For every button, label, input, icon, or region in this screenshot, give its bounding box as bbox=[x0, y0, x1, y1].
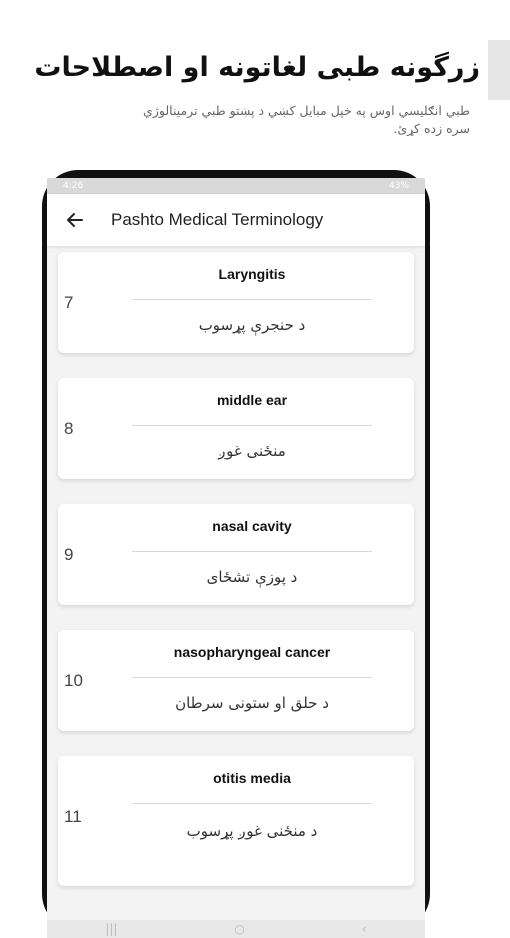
term-divider bbox=[132, 551, 372, 552]
arrow-left-icon bbox=[66, 211, 84, 229]
promo-headline: زرگونه طبی لغاتونه او اصطلاحات bbox=[34, 52, 480, 83]
term-pashto: د منځنی غوږ پړسوب bbox=[186, 822, 318, 840]
term-divider bbox=[132, 299, 372, 300]
phone-frame bbox=[42, 170, 430, 936]
term-pashto: منځنی غوږ bbox=[218, 442, 286, 460]
back-button[interactable] bbox=[53, 198, 97, 242]
term-pashto: د پوزې تشځای bbox=[206, 568, 298, 586]
term-divider bbox=[132, 677, 372, 678]
term-english: nasal cavity bbox=[212, 518, 292, 534]
term-number: 9 bbox=[64, 544, 74, 564]
status-bar bbox=[47, 178, 425, 194]
home-icon[interactable]: ○ bbox=[234, 922, 245, 936]
app-bar bbox=[47, 194, 425, 246]
term-list bbox=[47, 246, 425, 938]
term-english: otitis media bbox=[213, 770, 291, 786]
promo-subtitle: طبي انګليسي اوس په خپل مبایل کښي د پښتو طبي ترمینالوژي سره زده کړئ. bbox=[143, 103, 470, 136]
term-card[interactable] bbox=[58, 630, 414, 731]
term-number: 8 bbox=[64, 418, 74, 438]
term-english: nasopharyngeal cancer bbox=[173, 644, 331, 660]
accent-bar bbox=[488, 40, 510, 100]
system-nav-bar bbox=[47, 920, 425, 938]
term-number: 7 bbox=[64, 292, 74, 312]
term-card[interactable] bbox=[58, 378, 414, 479]
term-card[interactable] bbox=[58, 504, 414, 605]
recents-icon[interactable]: ||| bbox=[105, 922, 118, 936]
term-divider bbox=[132, 803, 372, 804]
app-title: Pashto Medical Terminology bbox=[111, 210, 324, 229]
back-icon[interactable]: ‹ bbox=[361, 922, 367, 936]
status-battery: 43% bbox=[388, 181, 409, 191]
status-time: 4:26 bbox=[63, 181, 84, 191]
term-pashto: د حنجرې پړسوب bbox=[198, 316, 306, 334]
term-pashto: د حلق او ستونی سرطان bbox=[175, 694, 329, 712]
promo-header bbox=[0, 40, 510, 100]
term-card[interactable] bbox=[58, 756, 414, 886]
term-english: middle ear bbox=[216, 392, 288, 408]
term-number: 11 bbox=[64, 807, 82, 826]
term-number: 10 bbox=[64, 670, 83, 690]
phone-screen bbox=[47, 178, 425, 938]
term-card[interactable] bbox=[58, 252, 414, 353]
term-divider bbox=[132, 425, 372, 426]
term-english: Laryngitis bbox=[218, 266, 286, 282]
